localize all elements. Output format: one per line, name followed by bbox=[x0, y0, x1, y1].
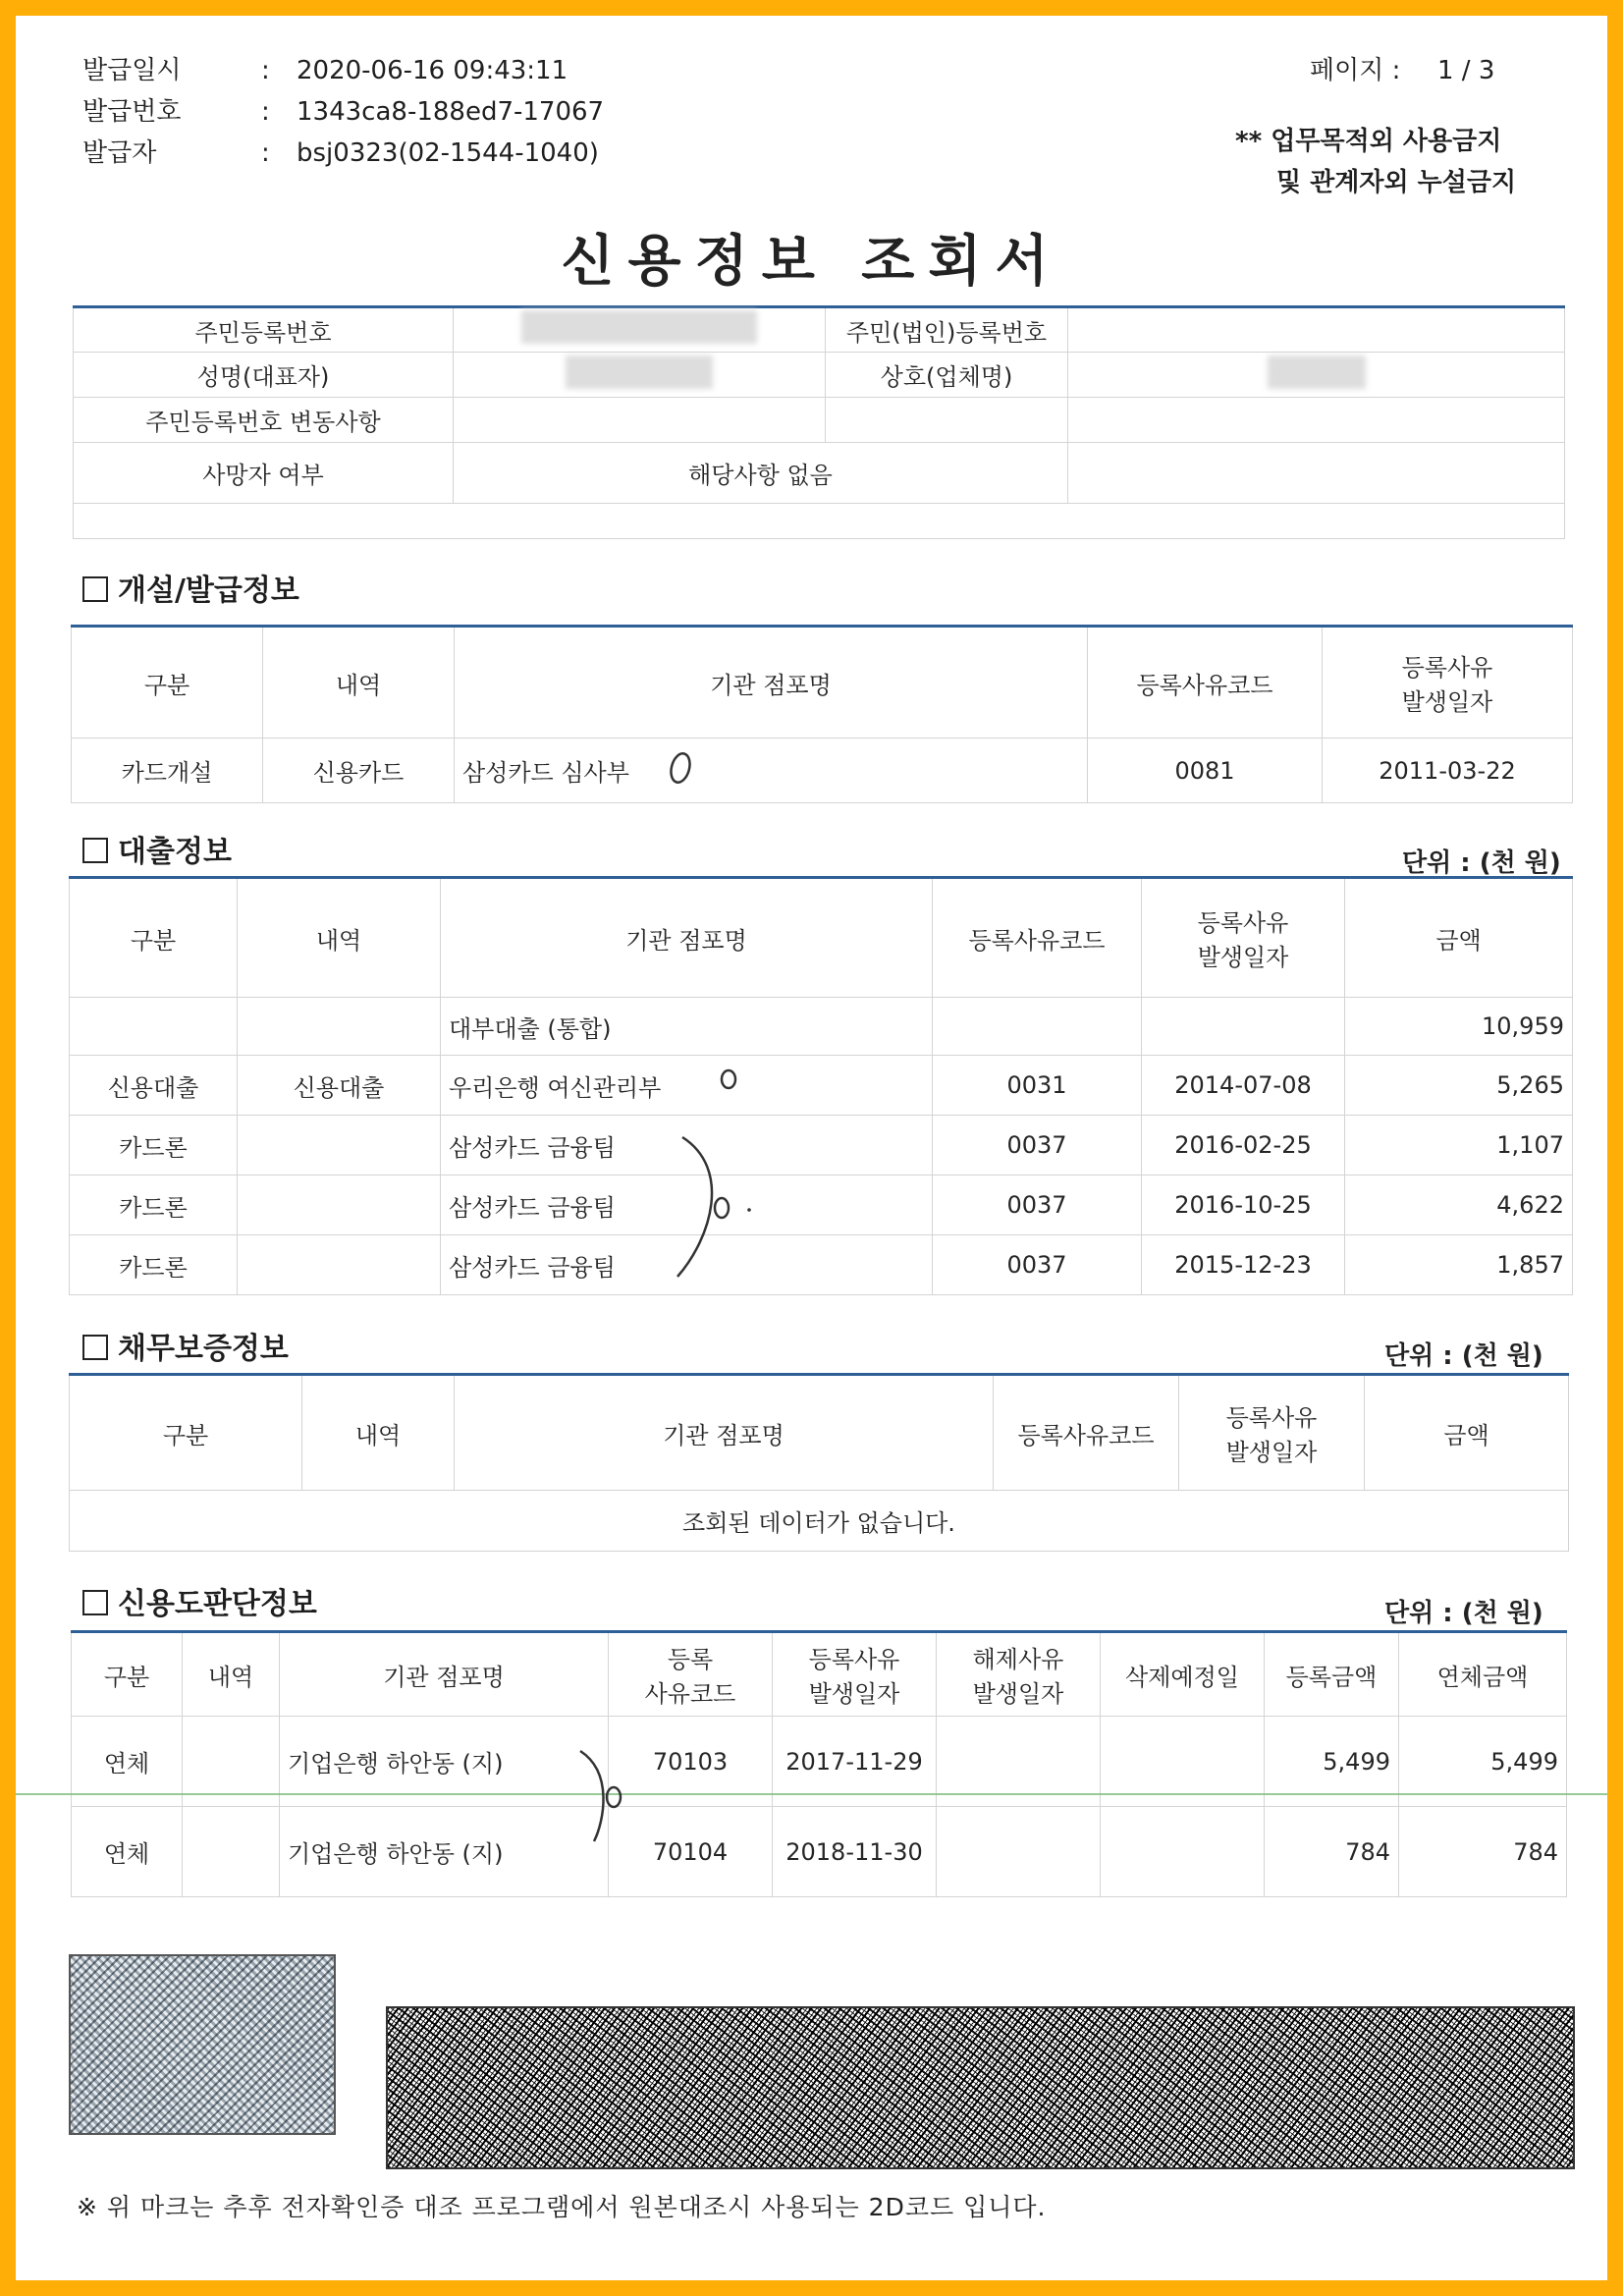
col-date-line1: 등록사유 bbox=[1197, 909, 1289, 937]
cell-institution: 삼성카드 금융팀 bbox=[441, 1235, 933, 1295]
col-date bbox=[1179, 1375, 1365, 1491]
cell-detail bbox=[183, 1807, 280, 1897]
cell-type: 카드개설 bbox=[72, 738, 263, 803]
col-institution: 기관 점포명 bbox=[280, 1632, 609, 1717]
cell-type: 카드론 bbox=[70, 1175, 238, 1235]
cell-type: 카드론 bbox=[70, 1235, 238, 1295]
col-detail: 내역 bbox=[302, 1375, 455, 1491]
col-code bbox=[609, 1632, 773, 1717]
col-amount: 금액 bbox=[1365, 1375, 1569, 1491]
handwritten-mark bbox=[663, 746, 702, 786]
empty-cell bbox=[1068, 443, 1565, 504]
cell-reg-amount: 784 bbox=[1265, 1807, 1399, 1897]
cell-amount: 1,857 bbox=[1345, 1235, 1573, 1295]
issue-no-label: 발급번호 bbox=[82, 97, 182, 127]
empty-cell bbox=[1068, 398, 1565, 443]
col-type: 구분 bbox=[70, 1375, 302, 1491]
col-date-line2: 발생일자 bbox=[1225, 1439, 1318, 1466]
default-table bbox=[71, 1630, 1567, 1897]
col-date-line1: 등록사유 bbox=[1225, 1404, 1318, 1432]
col-code: 등록사유코드 bbox=[933, 878, 1142, 998]
table-row bbox=[72, 1807, 1567, 1897]
warning-line-1: ** 업무목적외 사용금지 bbox=[1235, 127, 1502, 156]
issue-no: 1343ca8-188ed7-17067 bbox=[297, 97, 605, 127]
col-type: 구분 bbox=[72, 627, 263, 738]
cell-code: 70104 bbox=[609, 1807, 773, 1897]
handwritten-mark bbox=[715, 1066, 744, 1095]
loan-table bbox=[69, 876, 1573, 1295]
watermark-code-image bbox=[69, 1954, 336, 2135]
cell-code: 0081 bbox=[1088, 738, 1323, 803]
cell-type: 카드론 bbox=[70, 1116, 238, 1175]
cell-date: 2017-11-29 bbox=[773, 1717, 937, 1807]
footer-note: ※ 위 마크는 추후 전자확인증 대조 프로그램에서 원본대조시 사용되는 2D코드 입니다. bbox=[77, 2193, 1047, 2221]
cell-type bbox=[70, 998, 238, 1056]
section-default bbox=[82, 1579, 317, 1622]
checkbox-square-icon bbox=[82, 576, 108, 602]
cell-detail: 신용대출 bbox=[238, 1056, 441, 1116]
section-title: 대출정보 bbox=[118, 835, 232, 869]
table-row bbox=[70, 1116, 1573, 1175]
col-code: 등록사유코드 bbox=[1088, 627, 1323, 738]
cell-amount: 10,959 bbox=[1345, 998, 1573, 1056]
cell-date: 2015-12-23 bbox=[1142, 1235, 1345, 1295]
col-release-date-line1: 해제사유 bbox=[972, 1646, 1064, 1673]
cell-date: 2016-02-25 bbox=[1142, 1116, 1345, 1175]
table-row bbox=[70, 998, 1573, 1056]
warning-line-2: 및 관계자외 누설금지 bbox=[1276, 168, 1517, 197]
cell-code bbox=[933, 998, 1142, 1056]
col-date bbox=[1142, 878, 1345, 998]
cell-detail bbox=[238, 1116, 441, 1175]
cell-code: 70103 bbox=[609, 1717, 773, 1807]
col-reg-date-line2: 발생일자 bbox=[808, 1680, 900, 1708]
handwritten-bracket-mark bbox=[574, 1743, 643, 1851]
cell-amount: 1,107 bbox=[1345, 1116, 1573, 1175]
col-institution: 기관 점포명 bbox=[455, 627, 1088, 738]
col-release-date bbox=[937, 1632, 1101, 1717]
rrn-change-value bbox=[454, 398, 826, 443]
cell-institution: 삼성카드 금융팀 bbox=[441, 1175, 933, 1235]
name-label: 성명(대표자) bbox=[74, 353, 454, 398]
issuer: bsj0323(02-1544-1040) bbox=[297, 138, 599, 168]
col-date-line1: 등록사유 bbox=[1401, 654, 1493, 682]
company-label: 상호(업체명) bbox=[826, 353, 1068, 398]
page-title: 신용정보 조회서 bbox=[561, 230, 1062, 294]
issue-datetime: 2020-06-16 09:43:11 bbox=[297, 56, 568, 85]
table-row bbox=[70, 1235, 1573, 1295]
cell-date: 2018-11-30 bbox=[773, 1807, 937, 1897]
checkbox-square-icon bbox=[82, 1590, 108, 1615]
col-institution: 기관 점포명 bbox=[441, 878, 933, 998]
cell-institution: 우리은행 여신관리부 bbox=[441, 1056, 933, 1116]
cell-type: 연체 bbox=[72, 1717, 183, 1807]
2d-barcode-image bbox=[386, 2006, 1575, 2169]
section-title: 채무보증정보 bbox=[118, 1332, 289, 1366]
table-row bbox=[72, 738, 1573, 803]
cell-date: 2016-10-25 bbox=[1142, 1175, 1345, 1235]
rrn-change-label: 주민등록번호 변동사항 bbox=[74, 398, 454, 443]
cell-institution: 대부대출 (통합) bbox=[441, 998, 933, 1056]
col-reg-date bbox=[773, 1632, 937, 1717]
checkbox-square-icon bbox=[82, 1335, 108, 1360]
section-title: 신용도판단정보 bbox=[118, 1587, 317, 1621]
handwritten-bracket-mark bbox=[673, 1129, 781, 1286]
col-amount: 금액 bbox=[1345, 878, 1573, 998]
col-type: 구분 bbox=[70, 878, 238, 998]
cell-date: 2011-03-22 bbox=[1323, 738, 1573, 803]
col-detail: 내역 bbox=[238, 878, 441, 998]
guarantee-table bbox=[69, 1373, 1569, 1552]
colon: : bbox=[261, 138, 270, 168]
unit-label: 단위 : (천 원) bbox=[1384, 1599, 1543, 1628]
section-title: 개설/발급정보 bbox=[118, 574, 299, 608]
cell-institution: 기업은행 하안동 (지) bbox=[280, 1807, 609, 1897]
cell-type: 연체 bbox=[72, 1807, 183, 1897]
col-institution: 기관 점포명 bbox=[455, 1375, 994, 1491]
colon: : bbox=[261, 97, 270, 127]
col-type: 구분 bbox=[72, 1632, 183, 1717]
cell-detail bbox=[238, 998, 441, 1056]
rrn-label: 주민등록번호 bbox=[74, 307, 454, 353]
issue-datetime-label: 발급일시 bbox=[82, 56, 182, 85]
unit-label: 단위 : (천 원) bbox=[1402, 848, 1561, 878]
col-date-line2: 발생일자 bbox=[1401, 688, 1493, 716]
cell-amount: 4,622 bbox=[1345, 1175, 1573, 1235]
table-row bbox=[70, 1056, 1573, 1116]
colon: : bbox=[261, 56, 270, 85]
cell-type: 신용대출 bbox=[70, 1056, 238, 1116]
cell-delete-date bbox=[1101, 1807, 1265, 1897]
col-detail: 내역 bbox=[183, 1632, 280, 1717]
company-value bbox=[1068, 353, 1565, 398]
name-value bbox=[454, 353, 826, 398]
corp-rrn-label: 주민(법인)등록번호 bbox=[826, 307, 1068, 353]
section-loan bbox=[82, 827, 232, 870]
cell-overdue-amount: 5,499 bbox=[1399, 1717, 1567, 1807]
cell-detail bbox=[238, 1235, 441, 1295]
identity-table bbox=[73, 305, 1565, 539]
cell-institution: 기업은행 하안동 (지) bbox=[280, 1717, 609, 1807]
cell-institution: 삼성카드 심사부 bbox=[455, 738, 1088, 803]
section-opening bbox=[82, 566, 299, 609]
col-overdue-amount: 연체금액 bbox=[1399, 1632, 1567, 1717]
cell-code: 0037 bbox=[933, 1235, 1142, 1295]
col-date bbox=[1323, 627, 1573, 738]
col-reg-date-line1: 등록사유 bbox=[808, 1646, 900, 1673]
corp-rrn-value bbox=[1068, 307, 1565, 353]
cell-date: 2014-07-08 bbox=[1142, 1056, 1345, 1116]
col-date-line2: 발생일자 bbox=[1197, 944, 1289, 971]
cell-amount: 5,265 bbox=[1345, 1056, 1573, 1116]
col-release-date-line2: 발생일자 bbox=[972, 1680, 1064, 1708]
deceased-value: 해당사항 없음 bbox=[454, 443, 1068, 504]
opening-table bbox=[71, 625, 1573, 803]
col-delete-date: 삭제예정일 bbox=[1101, 1632, 1265, 1717]
unit-label: 단위 : (천 원) bbox=[1384, 1341, 1543, 1371]
scan-line bbox=[16, 1793, 1607, 1795]
checkbox-square-icon bbox=[82, 838, 108, 863]
cell-date bbox=[1142, 998, 1345, 1056]
col-code-line2: 사유코드 bbox=[644, 1680, 736, 1708]
empty-cell bbox=[826, 398, 1068, 443]
cell-release-date bbox=[937, 1807, 1101, 1897]
rrn-value bbox=[454, 307, 826, 353]
section-guarantee bbox=[82, 1324, 289, 1367]
cell-reg-amount: 5,499 bbox=[1265, 1717, 1399, 1807]
cell-institution: 삼성카드 금융팀 bbox=[441, 1116, 933, 1175]
page-label: 페이지 : bbox=[1310, 56, 1401, 85]
cell-code: 0037 bbox=[933, 1116, 1142, 1175]
col-code: 등록사유코드 bbox=[994, 1375, 1179, 1491]
cell-code: 0031 bbox=[933, 1056, 1142, 1116]
deceased-label: 사망자 여부 bbox=[74, 443, 454, 504]
empty-message: 조회된 데이터가 없습니다. bbox=[70, 1491, 1569, 1552]
empty-row bbox=[74, 504, 1565, 539]
col-detail: 내역 bbox=[263, 627, 455, 738]
col-code-line1: 등록 bbox=[667, 1646, 714, 1673]
table-row bbox=[70, 1175, 1573, 1235]
page-number: 1 / 3 bbox=[1437, 56, 1495, 85]
cell-detail: 신용카드 bbox=[263, 738, 455, 803]
cell-code: 0037 bbox=[933, 1175, 1142, 1235]
cell-detail bbox=[238, 1175, 441, 1235]
issuer-label: 발급자 bbox=[82, 138, 157, 168]
col-reg-amount: 등록금액 bbox=[1265, 1632, 1399, 1717]
cell-overdue-amount: 784 bbox=[1399, 1807, 1567, 1897]
